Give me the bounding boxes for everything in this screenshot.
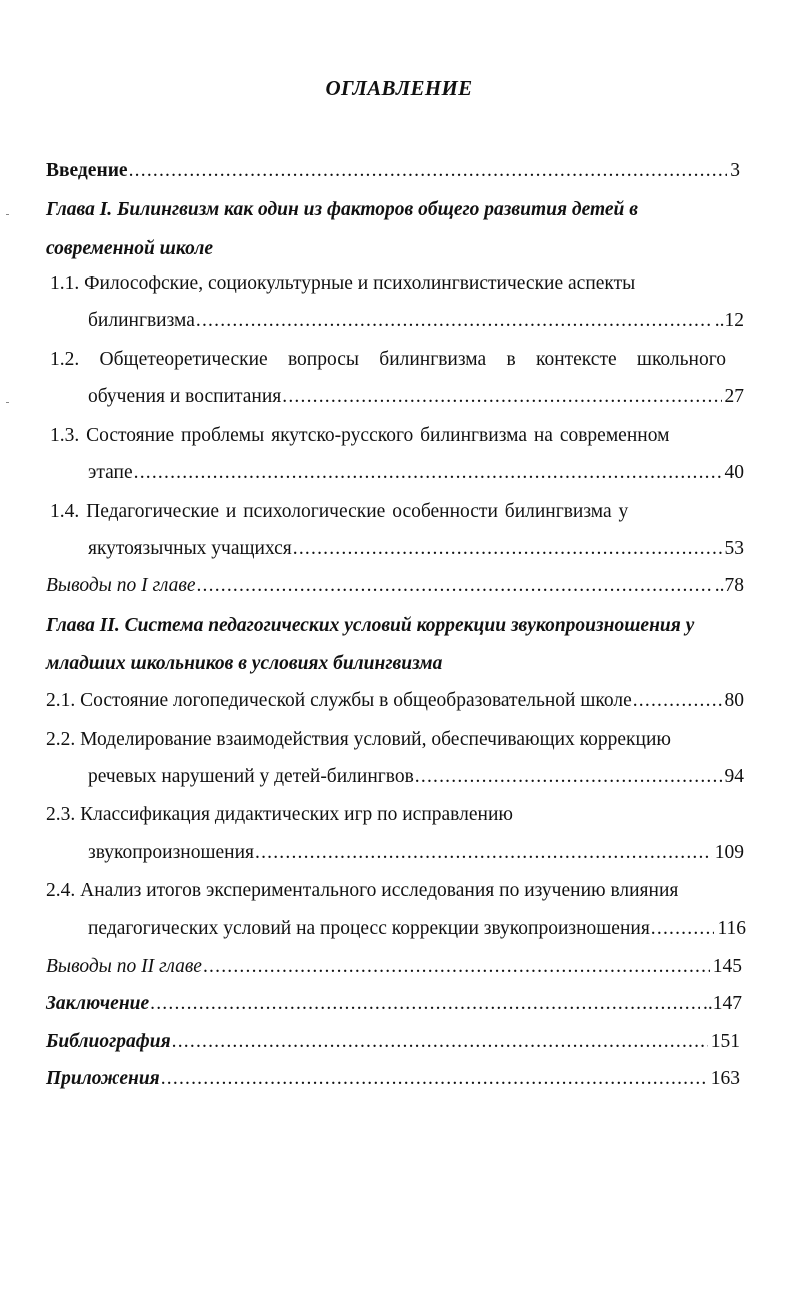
- page-title: ОГЛАВЛЕНИЕ: [325, 76, 473, 100]
- toc-entry-appendices: [46, 1067, 740, 1091]
- dot-leader: [255, 841, 712, 865]
- toc-entry-label: обучения и воспитания: [88, 386, 282, 407]
- toc-entry-label: Заключение: [46, 993, 150, 1014]
- section-1-1-line-2: [88, 309, 744, 333]
- section-2-4-line-2: [88, 917, 746, 941]
- toc-entry-label: педагогических условий на процесс коррекции звукопроизношения: [88, 918, 650, 939]
- section-2-3-line-2: [88, 841, 744, 865]
- dot-leader: [150, 992, 700, 1016]
- dot-leader: [282, 385, 721, 409]
- dot-leader: [203, 955, 710, 979]
- dot-leader: [134, 461, 722, 485]
- section-2-3-line-1: 2.3. Классификация дидактических игр по исправлению: [46, 804, 513, 825]
- section-2-2-line-2: [88, 765, 744, 789]
- scan-mark: [6, 402, 9, 403]
- dot-leader: [172, 1030, 708, 1054]
- toc-entry-label: речевых нарушений у детей-билингвов: [88, 766, 414, 787]
- toc-entry-label: 2.1. Состояние логопедической службы в общеобразовательной школе: [46, 690, 632, 711]
- section-1-2-line-1: 1.2. Общетеоретические вопросы билингвизма в контексте школьного: [50, 349, 726, 370]
- section-1-1-line-1: 1.1. Философские, социокультурные и психолингвистические аспекты: [50, 273, 636, 294]
- dot-leader: [293, 537, 722, 561]
- toc-entry-label: Введение: [46, 160, 128, 181]
- dot-leader: [196, 574, 711, 598]
- toc-page-number: 3: [730, 160, 740, 181]
- toc-page-number: 145: [712, 956, 742, 977]
- toc-entry-label: Библиография: [46, 1031, 171, 1052]
- section-1-2-line-2: [88, 385, 744, 409]
- section-1-3-line-2: [88, 461, 744, 485]
- toc-page-number: 151: [710, 1031, 740, 1052]
- dot-leader: [415, 765, 722, 789]
- toc-entry-bibliography: [46, 1030, 740, 1054]
- chapter-2-heading-line-1: Глава II. Система педагогических условий коррекции звукопроизношения у: [46, 615, 695, 636]
- toc-page-number: 27: [724, 386, 744, 407]
- toc-page-number: ..147: [703, 993, 742, 1014]
- toc-entry-section-2-1: [46, 689, 744, 713]
- toc-entry-label: звукопроизношения: [88, 842, 254, 863]
- dot-leader: [633, 689, 722, 713]
- toc-entry-label: Приложения: [46, 1068, 160, 1089]
- section-2-2-line-1: 2.2. Моделирование взаимодействия условий, обеспечивающих коррекцию: [46, 729, 671, 750]
- toc-entry-conclusions-2: [46, 955, 742, 979]
- toc-entry-label: Выводы по II главе: [46, 956, 202, 977]
- toc-page-number: ..12: [714, 310, 744, 331]
- chapter-2-heading-line-2: младших школьников в условиях билингвизма: [46, 653, 443, 674]
- toc-page-number: 116: [717, 918, 746, 939]
- toc-entry-label: якутоязычных учащихся: [88, 538, 292, 559]
- toc-entry-label: Выводы по I главе: [46, 575, 196, 596]
- toc-entry-conclusion: [46, 992, 742, 1016]
- chapter-1-heading-line-1: Глава I. Билингвизм как один из факторов общего развития детей в: [46, 199, 638, 220]
- toc-entry-label: этапе: [88, 462, 133, 483]
- toc-page-number: 94: [724, 766, 744, 787]
- toc-page-number: 163: [710, 1068, 740, 1089]
- dot-leader: [651, 917, 715, 941]
- toc-entry-intro: [46, 159, 740, 183]
- dot-leader: [129, 159, 728, 183]
- toc-page-number: 109: [714, 842, 744, 863]
- section-2-4-line-1: 2.4. Анализ итогов экспериментального исследования по изучению влияния: [46, 880, 679, 901]
- chapter-1-heading-line-2: современной школе: [46, 238, 213, 259]
- scan-mark: [6, 214, 9, 215]
- toc-page-number: 40: [724, 462, 744, 483]
- toc-page-number: ..78: [714, 575, 744, 596]
- section-1-3-line-1: 1.3. Состояние проблемы якутско-русского билингвизма на современном: [50, 425, 670, 446]
- section-1-4-line-1: 1.4. Педагогические и психологические особенности билингвизма у: [50, 501, 629, 522]
- toc-page-number: 80: [724, 690, 744, 711]
- section-1-4-line-2: [88, 537, 744, 561]
- toc-page-number: 53: [724, 538, 744, 559]
- dot-leader: [161, 1067, 708, 1091]
- dot-leader: [196, 309, 712, 333]
- toc-entry-label: билингвизма: [88, 310, 195, 331]
- toc-entry-conclusions-1: [46, 574, 744, 598]
